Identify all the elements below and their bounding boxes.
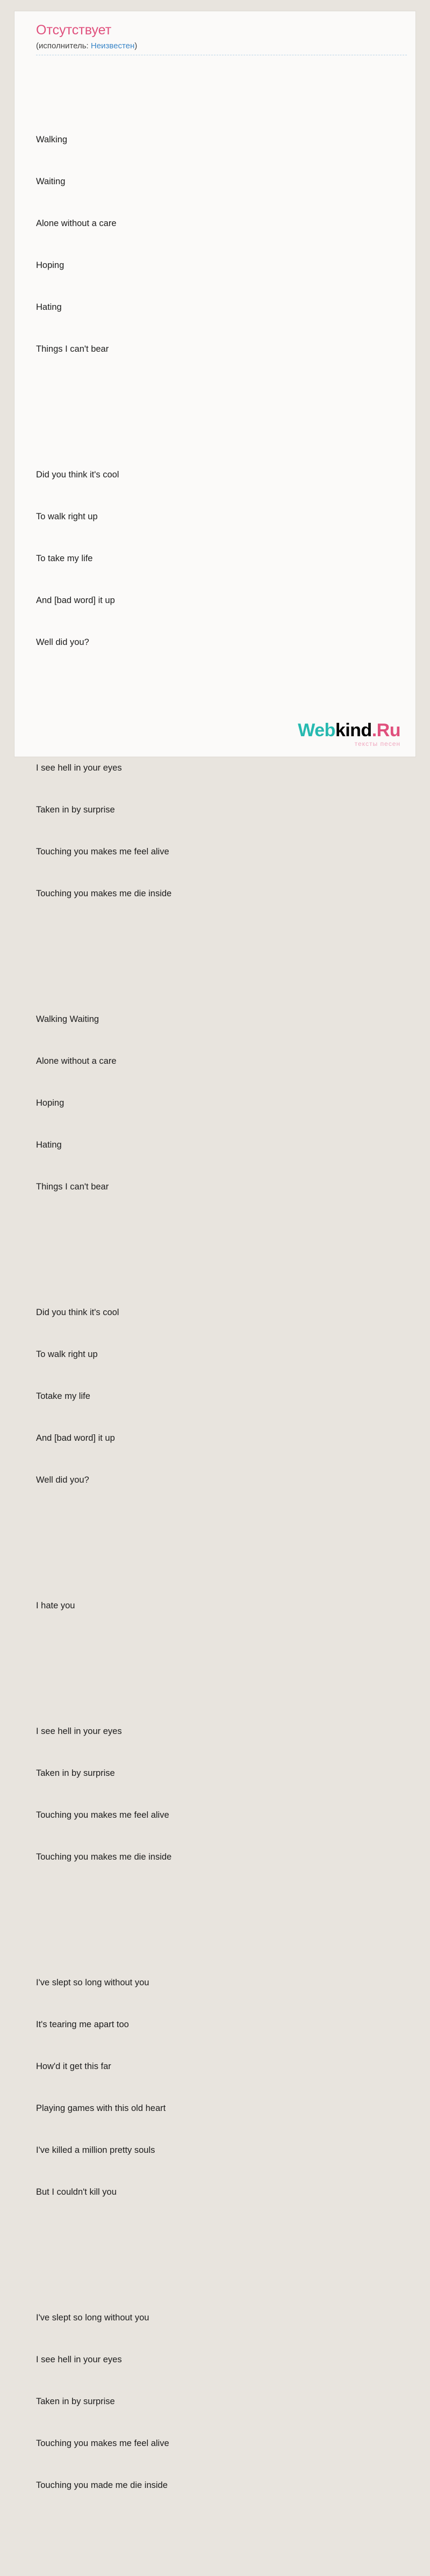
artist-suffix-label: ) bbox=[134, 41, 138, 50]
lyrics-line: I've killed a million pretty souls bbox=[36, 2145, 155, 2155]
lyrics-line: I've slept so long without you bbox=[36, 2312, 149, 2323]
lyrics-stanza bbox=[36, 1571, 399, 1641]
lyrics-line: Totake my life bbox=[36, 1391, 90, 1401]
lyrics-line: Touching you makes me feel alive bbox=[36, 846, 169, 857]
lyrics-line: I've slept so long without you bbox=[36, 1977, 149, 1987]
lyrics-line: Walking bbox=[36, 134, 68, 144]
artist-link[interactable]: Неизвестен bbox=[90, 41, 135, 50]
lyrics-line: I see hell in your eyes bbox=[36, 1726, 122, 1736]
lyrics-line: Things I can't bear bbox=[36, 344, 109, 354]
lyrics-line: I see hell in your eyes bbox=[36, 2354, 122, 2364]
lyrics-line: Touching you makes me die inside bbox=[36, 1852, 172, 1862]
lyrics-line: Things I can't bear bbox=[36, 1181, 109, 1192]
lyrics-stanza bbox=[36, 440, 399, 677]
lyrics-stanza bbox=[36, 733, 399, 928]
watermark-dot: . bbox=[371, 720, 377, 741]
lyrics-stanza bbox=[36, 105, 399, 384]
lyrics-line: Hating bbox=[36, 302, 62, 312]
lyrics-line: Taken in by surprise bbox=[36, 2396, 115, 2406]
lyrics-line: To walk right up bbox=[36, 1349, 98, 1359]
lyrics-line: To walk right up bbox=[36, 511, 98, 521]
lyrics-stanza bbox=[36, 1696, 399, 1892]
lyrics-line: To take my life bbox=[36, 553, 93, 563]
lyrics-line: But I couldn't kill you bbox=[36, 2187, 117, 2197]
lyrics-line: And [bad word] it up bbox=[36, 1433, 115, 1443]
lyrics-line: Alone without a care bbox=[36, 1056, 117, 1066]
watermark-logo bbox=[298, 721, 400, 739]
lyrics-line: How'd it get this far bbox=[36, 2061, 111, 2071]
lyrics-line: Well did you? bbox=[36, 637, 89, 647]
lyrics-page bbox=[14, 11, 416, 2490]
lyrics-stanza bbox=[36, 1948, 399, 2227]
lyrics-stanza bbox=[36, 984, 399, 1222]
watermark-kind-text: kind bbox=[335, 720, 372, 741]
lyrics-line: Waiting bbox=[36, 176, 66, 186]
lyrics-line: Touching you makes me feel alive bbox=[36, 1810, 169, 1820]
lyrics-line: I hate you bbox=[36, 1600, 75, 1610]
lyrics-line: Playing games with this old heart bbox=[36, 2103, 166, 2113]
page-title: Отсутствует bbox=[36, 23, 112, 38]
lyrics-line: It's tearing me apart too bbox=[36, 2019, 129, 2029]
lyrics-line: Did you think it's cool bbox=[36, 1307, 119, 1317]
lyrics-line: Hating bbox=[36, 1140, 62, 1150]
lyrics-line: Hoping bbox=[36, 1098, 64, 1108]
watermark-web-text: Web bbox=[298, 720, 335, 741]
lyrics-line: Touching you makes me die inside bbox=[36, 888, 172, 898]
watermark-subtitle: тексты песен bbox=[354, 740, 400, 748]
watermark-ru-text: Ru bbox=[376, 720, 400, 741]
lyrics-line: Did you think it's cool bbox=[36, 469, 119, 480]
lyrics-line: And [bad word] it up bbox=[36, 595, 115, 605]
lyrics-line: Alone without a care bbox=[36, 218, 117, 228]
site-watermark bbox=[298, 721, 400, 747]
lyrics-line: Well did you? bbox=[36, 1475, 89, 1485]
lyrics-line: Hoping bbox=[36, 260, 64, 270]
lyrics-line: Walking Waiting bbox=[36, 1014, 99, 1024]
lyrics-line: I see hell in your eyes bbox=[36, 763, 122, 773]
artist-line bbox=[36, 41, 407, 55]
lyrics-stanza bbox=[36, 2283, 399, 2520]
lyrics-line: Touching you makes me feel alive bbox=[36, 2438, 169, 2448]
lyrics-body bbox=[36, 63, 399, 2576]
lyrics-line: Touching you made me die inside bbox=[36, 2480, 168, 2490]
lyrics-line: Taken in by surprise bbox=[36, 1768, 115, 1778]
artist-prefix-label: (исполнитель: bbox=[36, 41, 91, 50]
lyrics-line: Taken in by surprise bbox=[36, 804, 115, 815]
lyrics-stanza bbox=[36, 1278, 399, 1515]
page-content bbox=[15, 11, 415, 2576]
